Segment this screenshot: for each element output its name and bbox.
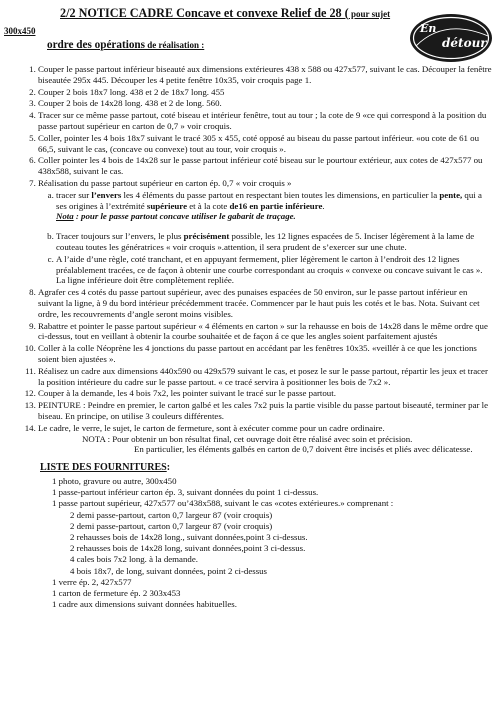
document-title	[60, 6, 390, 21]
substep-b-text-end: possible, les 12 lignes espacées de 5. Inciser légèrement à la lame de couteau toutes les génératrices « voir croquis ».attention, il sera prudent de s’exercer sur une chute.	[56, 231, 475, 252]
substep-a-text-4: et à la cote	[187, 200, 230, 211]
subtitle-main: ordre des opérations	[47, 39, 145, 51]
substep-a-bold-envers: l’envers	[91, 189, 122, 200]
substep-b-text: Tracer toujours sur l’envers, le plus	[56, 231, 184, 242]
operation-item-9: 9. Rabattre et pointer le passe partout supérieur « 4 éléments en carton » sur la rehausse en bois de 14x28 dans le même ordre que ci-dessus, tout en veillant à obtenir la courbe souhaitée et de façon á ce que les angles soient parfaitement ajustés	[38, 321, 492, 343]
operation-14-text: Le cadre, le verre, le sujet, le carton de fermeture, sont à exécuter comme pour un cadre ordinaire.	[38, 422, 385, 433]
substep-b	[56, 231, 492, 253]
logo-text-detour: détour	[442, 36, 487, 50]
operation-item-6: 6. Coller pointer les 4 bois de 14x28 sur le passe partout inférieur coté biseau sur le pourtour extérieur, aux cotes de 427x577 ou 438x588, suivant le cas.	[38, 155, 492, 177]
substep-c: c. A l’aide d’une règle, coté tranchant, et en appuyant fermement, plier légèrement le carton à l’endroit des 12 lignes préalablement tracées, ce de façon à obtenir une courbe correspondant au croquis « convexe ou concave suivant le cas ». La ligne inférieure doit être complètement repliée.	[56, 254, 492, 286]
supply-item: 4 cales bois 7x2 long. à la demande.	[70, 554, 198, 565]
operation-item-10: 10. Coller à la colle Néoprène les 4 jonctions du passe partout en accédant par les fenêtres 10x35. «veillér à ce que les jonctions soient bien ajustées ».	[38, 343, 492, 365]
title-small: pour sujet	[348, 9, 391, 19]
substep-a-bold-superieure: supérieure	[146, 200, 187, 211]
supply-item: 1 passe-partout inférieur carton ép. 3, suivant données du point 1 ci-dessus.	[52, 487, 319, 498]
operations-list	[0, 64, 500, 455]
substep-a	[56, 190, 492, 222]
title-main: 2/2 NOTICE CADRE Concave et convexe Relief de 28 (	[60, 6, 349, 20]
supplies-title-suffix: :	[166, 462, 171, 474]
operation-item-13: 13. PEINTURE : Peindre en premier, le carton galbé et les cales 7x2 puis la partie visible du passe partout biseauté, terminer par le biseau. En principe, on utilise 3 couleurs différentes.	[38, 400, 492, 422]
operation-7-text: Réalisation du passe partout supérieur en carton ép. 0,7 « voir croquis »	[38, 177, 292, 188]
substep-a-text: tracer sur	[56, 189, 92, 200]
section-title-operations	[47, 39, 204, 51]
supply-item: 2 rehausses bois de 14x28 long., suivant données,point 3 ci-dessus.	[70, 531, 308, 542]
supply-item: 1 carton de fermeture ép. 2 303x453	[52, 587, 181, 598]
operation-item-1: 1. Couper le passe partout inférieur biseauté aux dimensions extérieures 438 x 588 ou 427x577, suivant le cas. Découper la fenêtre biseautée 295x 445. Découper les 4 petite fenêtre 10x35, voir croquis page 1.	[38, 64, 492, 86]
subject-dimensions: 300x450	[4, 26, 36, 36]
supply-item: 1 verre ép. 2, 427x577	[52, 576, 132, 587]
operation-item-3: 3. Couper 2 bois de 14x28 long. 438 et 2 de long. 560.	[38, 98, 492, 109]
substep-a-bold-cote: de16 en partie inférieure	[229, 200, 323, 211]
logo-text-en: En	[420, 22, 437, 35]
operation-item-8: 8. Agrafer ces 4 cotés du passe partout supérieur, avec des punaises espacées de 50 environ, sur le passe partout inférieur en suivant la ligne, à 9 du bord intérieur précédemment tracée. Commencer par le haut puis les cotés et le bas. Nota. Suivant cet ordre, les recouvrements d’angle seront moins visibles.	[38, 287, 492, 319]
document-body	[0, 64, 500, 610]
substep-a-note-text: : pour le passe partout concave utiliser le gabarit de traçage.	[73, 211, 296, 222]
substep-a-text-end: .	[322, 200, 325, 211]
substep-a-bold-pente: pente,	[439, 189, 463, 200]
supply-item: 4 bois 18x7, de long, suivant données, point 2 ci-dessus	[70, 565, 268, 576]
supply-item: 2 rehausses bois de 14x28 long, suivant données,point 3 ci-dessus.	[70, 543, 306, 554]
supply-item: 1 cadre aux dimensions suivant données habituelles.	[52, 599, 237, 610]
operation-item-5: 5. Coller, pointer les 4 bois 18x7 suivant le tracé 305 x 455, coté opposé au biseau du passe partout inférieur. «ou cote de 61 ou 66,5, suivant le cas, (concave ou convexe) tout au tour, voir croquis ».	[38, 133, 492, 155]
supplies-section-title	[40, 463, 500, 474]
supply-item: 1 photo, gravure ou autre, 300x450	[52, 475, 177, 486]
substep-b-bold-precisement: précisément	[183, 231, 230, 242]
operation-item-2: 2. Couper 2 bois 18x7 long. 438 et 2 de 18x7 long. 455	[38, 87, 492, 98]
operation-item-14	[38, 423, 492, 455]
substep-a-text-2: les 4 éléments du passe partout en respectant bien toutes les dimensions, en particulier la	[121, 189, 440, 200]
nota-line-1: NOTA : Pour obtenir un bon résultat final, cet ouvrage doit être réalisé avec soin et précision.	[82, 433, 413, 444]
supplies-list	[0, 476, 500, 610]
supplies-title-text: LISTE DES FOURNITURES	[40, 462, 167, 474]
operation-item-7	[38, 178, 492, 286]
operation-item-12: 12. Couper à la demande, les 4 bois 7x2, les pointer suivant le tracé sur le passe partout.	[38, 388, 492, 399]
substep-a-text-3: qui a ses origines à l’extrémité	[56, 189, 482, 211]
nota-line-2: En particulier, les éléments galbés en carton de 0,7 doivent être incisés et pliés avec délicatesse.	[134, 444, 473, 455]
operation-item-11: 11. Réalisez un cadre aux dimensions 440x590 ou 429x579 suivant le cas, et posez le sur le passe partout, répartir les jeux et tracer la position intérieure du cadre sur le passe partout. « ce tracé servira à positionner les bois de 7x2 ».	[38, 366, 492, 388]
operation-item-4: 4. Tracer sur ce même passe partout, coté biseau et intérieur fenêtre, tout au tour ; la cote de 9 «ce qui correspond à la position du passe partout supérieur en carton de 0,7 » voir croquis.	[38, 110, 492, 132]
supply-item: 1 passe partout supérieur, 427x577 ou’438x588, suivant le cas «cotes extérieures.» comprenant :	[52, 498, 394, 509]
subtitle-small: de réalisation :	[145, 40, 205, 50]
operation-7-substeps	[38, 190, 492, 286]
supply-item: 2 demi passe-partout, carton 0,7 largeur 87 (voir croquis)	[70, 520, 273, 531]
supply-item: 2 demi passe-partout, carton 0,7 largeur 87 (voir croquis)	[70, 509, 273, 520]
substep-a-note-label: Nota	[56, 211, 74, 222]
